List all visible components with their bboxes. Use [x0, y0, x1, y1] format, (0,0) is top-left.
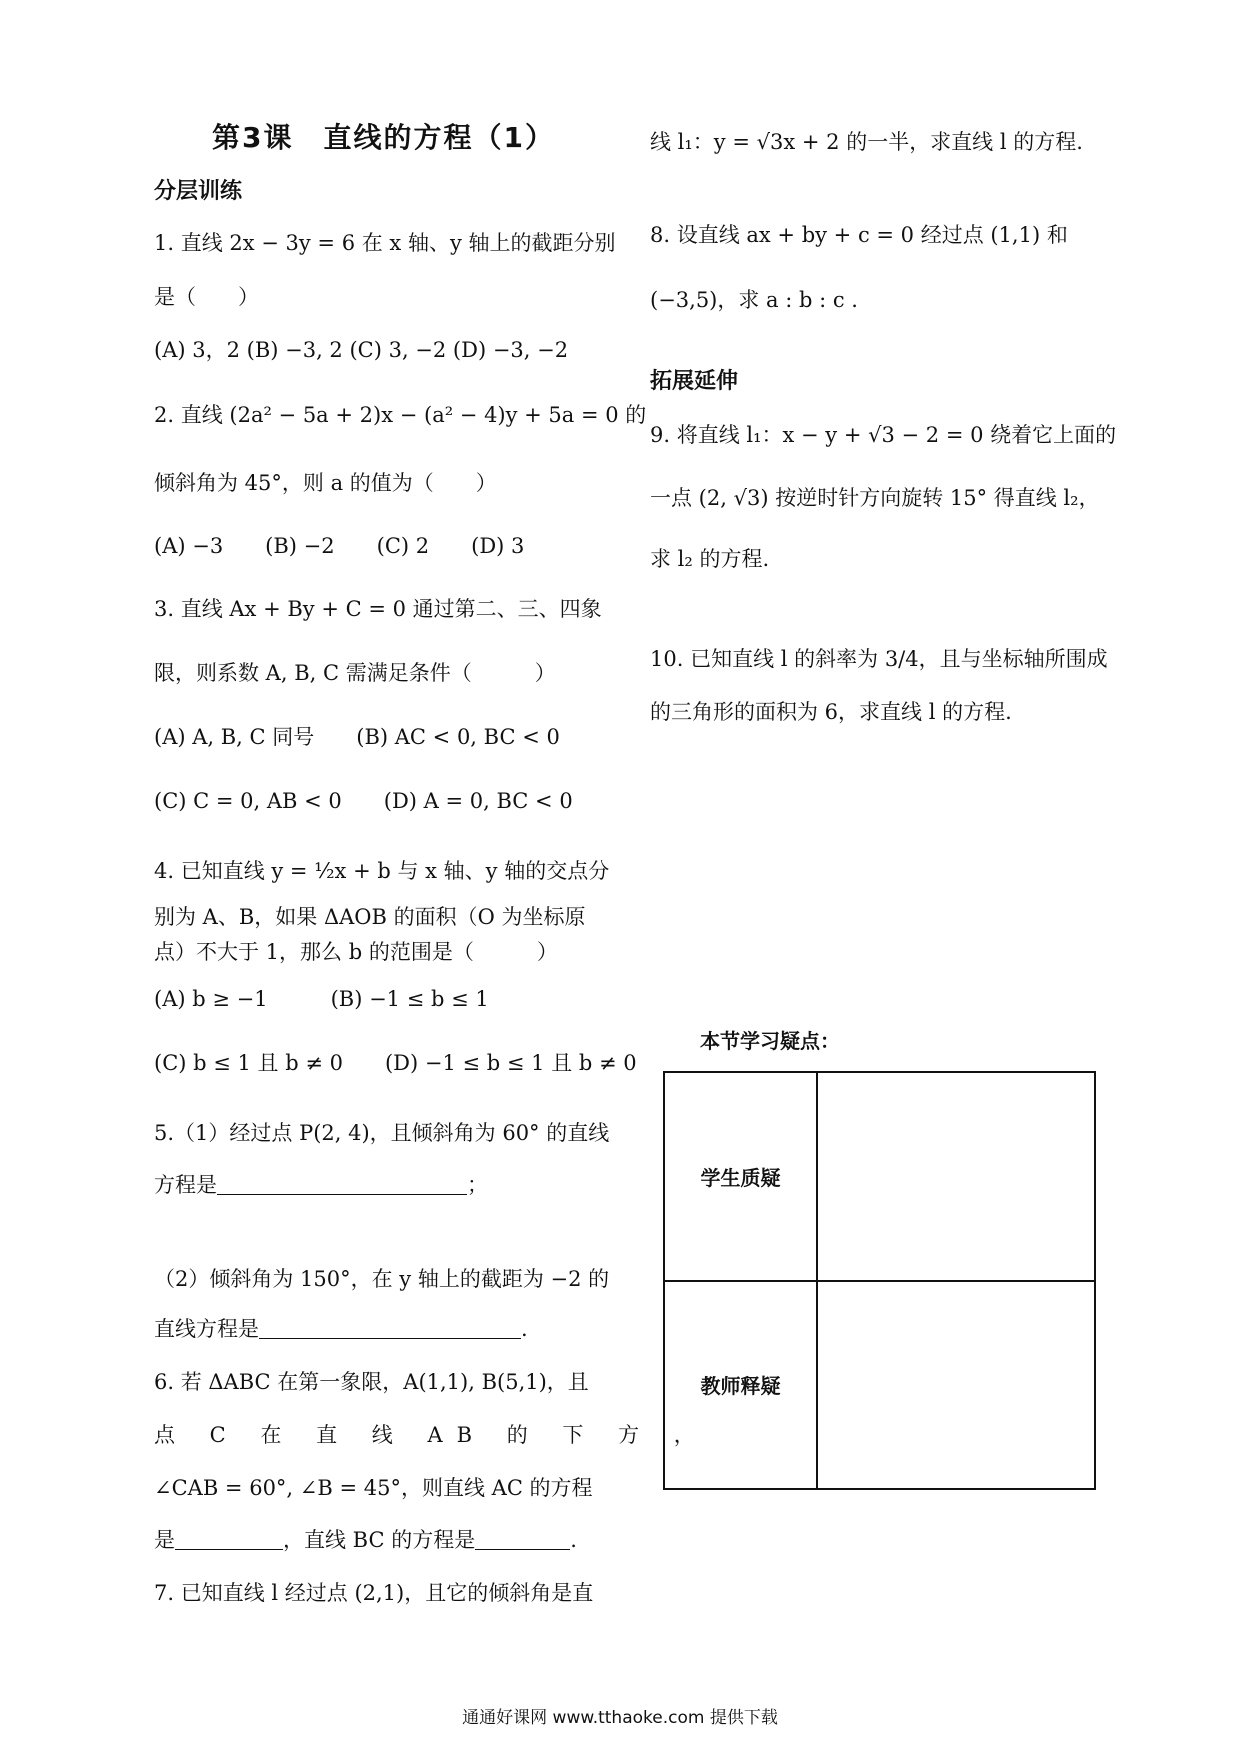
page-footer: 通通好课网 www.tthaoke.com 提供下载 [462, 1708, 778, 1728]
q3-line2: 限，则系数 A, B, C 需满足条件（ ） [154, 661, 556, 685]
q2-line1: 2. 直线 (2a² − 5a + 2)x − (a² − 4)y + 5a = 0 的 [154, 403, 647, 427]
q5-line2 [154, 1170, 488, 1200]
answer-blank[interactable] [475, 1527, 570, 1550]
q10-line2: 的三角形的面积为 6，求直线 l 的方程. [650, 700, 1012, 724]
q5-line4 [154, 1314, 528, 1344]
q6-line4-c: . [570, 1528, 577, 1552]
q1-line2: 是（ ） [154, 285, 259, 309]
q6-line4 [154, 1525, 577, 1555]
teacher-answers-cell[interactable] [817, 1281, 1095, 1490]
q7-line1: 7. 已知直线 l 经过点 (2,1)，且它的倾斜角是直 [154, 1581, 594, 1605]
q5-line4-text: 直线方程是 [154, 1317, 259, 1341]
q3-options-2: (C) C = 0, AB < 0 (D) A = 0, BC < 0 [154, 789, 573, 813]
q6-line4-b: ，直线 BC 的方程是 [283, 1528, 476, 1552]
q4-line3: 点）不大于 1，那么 b 的范围是（ ） [154, 940, 558, 964]
q10-line1: 10. 已知直线 l 的斜率为 3/4，且与坐标轴所围成 [650, 647, 1108, 671]
section-heading-practice: 分层训练 [154, 179, 243, 204]
q4-line1: 4. 已知直线 y = ½x + b 与 x 轴、y 轴的交点分 [154, 859, 610, 883]
doubts-table [663, 1071, 1096, 1490]
q5-line2-text: 方程是 [154, 1173, 217, 1197]
doubts-title: 本节学习疑点： [700, 1029, 840, 1053]
q2-options: (A) −3 (B) −2 (C) 2 (D) 3 [154, 534, 525, 558]
q6-line2: 点 C 在 直 线 AB 的 下 方 ， [154, 1423, 709, 1447]
q9-line2: 一点 (2, √3) 按逆时针方向旋转 15° 得直线 l₂， [650, 486, 1100, 510]
answer-blank[interactable] [175, 1527, 283, 1550]
q5-line1: 5.（1）经过点 P(2, 4)，且倾斜角为 60° 的直线 [154, 1121, 610, 1145]
page-title: 第3课 直线的方程（1） [212, 121, 555, 154]
q8-line1: 8. 设直线 ax + by + c = 0 经过点 (1,1) 和 [650, 223, 1068, 247]
q9-line3: 求 l₂ 的方程. [650, 547, 770, 571]
q1-line1: 1. 直线 2x − 3y = 6 在 x 轴、y 轴上的截距分别 [154, 231, 616, 255]
q4-line2: 别为 A、B，如果 ΔAOB 的面积（O 为坐标原 [154, 905, 586, 929]
q3-line1: 3. 直线 Ax + By + C = 0 通过第二、三、四象 [154, 597, 602, 621]
q6-line3: ∠CAB = 60°, ∠B = 45°，则直线 AC 的方程 [154, 1476, 593, 1500]
q4-options-2: (C) b ≤ 1 且 b ≠ 0 (D) −1 ≤ b ≤ 1 且 b ≠ 0 [154, 1051, 637, 1075]
q8-line2: (−3,5)，求 a : b : c . [650, 288, 858, 312]
q6-line4-a: 是 [154, 1528, 175, 1552]
student-questions-label: 学生质疑 [664, 1072, 817, 1281]
q7-line2: 线 l₁：y = √3x + 2 的一半，求直线 l 的方程. [650, 130, 1083, 154]
q1-options: (A) 3，2 (B) −3, 2 (C) 3, −2 (D) −3, −2 [154, 338, 569, 362]
q9-line1: 9. 将直线 l₁：x − y + √3 − 2 = 0 绕着它上面的 [650, 423, 1117, 447]
doubts-row-student [664, 1072, 1095, 1281]
teacher-answers-label: 教师释疑 [664, 1281, 817, 1490]
q6-line1: 6. 若 ΔABC 在第一象限，A(1,1), B(5,1)，且 [154, 1370, 589, 1394]
q5-line4-end: . [521, 1317, 528, 1341]
doubts-row-teacher [664, 1281, 1095, 1490]
q5-line3: （2）倾斜角为 150°，在 y 轴上的截距为 −2 的 [154, 1267, 610, 1291]
q4-options-1: (A) b ≥ −1 (B) −1 ≤ b ≤ 1 [154, 987, 489, 1011]
q5-line2-end: ； [467, 1173, 488, 1197]
student-questions-cell[interactable] [817, 1072, 1095, 1281]
q2-line2: 倾斜角为 45°，则 a 的值为（ ） [154, 471, 497, 495]
answer-blank[interactable] [217, 1172, 467, 1195]
section-heading-extension: 拓展延伸 [650, 369, 739, 394]
answer-blank[interactable] [259, 1316, 521, 1339]
q3-options-1: (A) A, B, C 同号 (B) AC < 0, BC < 0 [154, 725, 560, 749]
